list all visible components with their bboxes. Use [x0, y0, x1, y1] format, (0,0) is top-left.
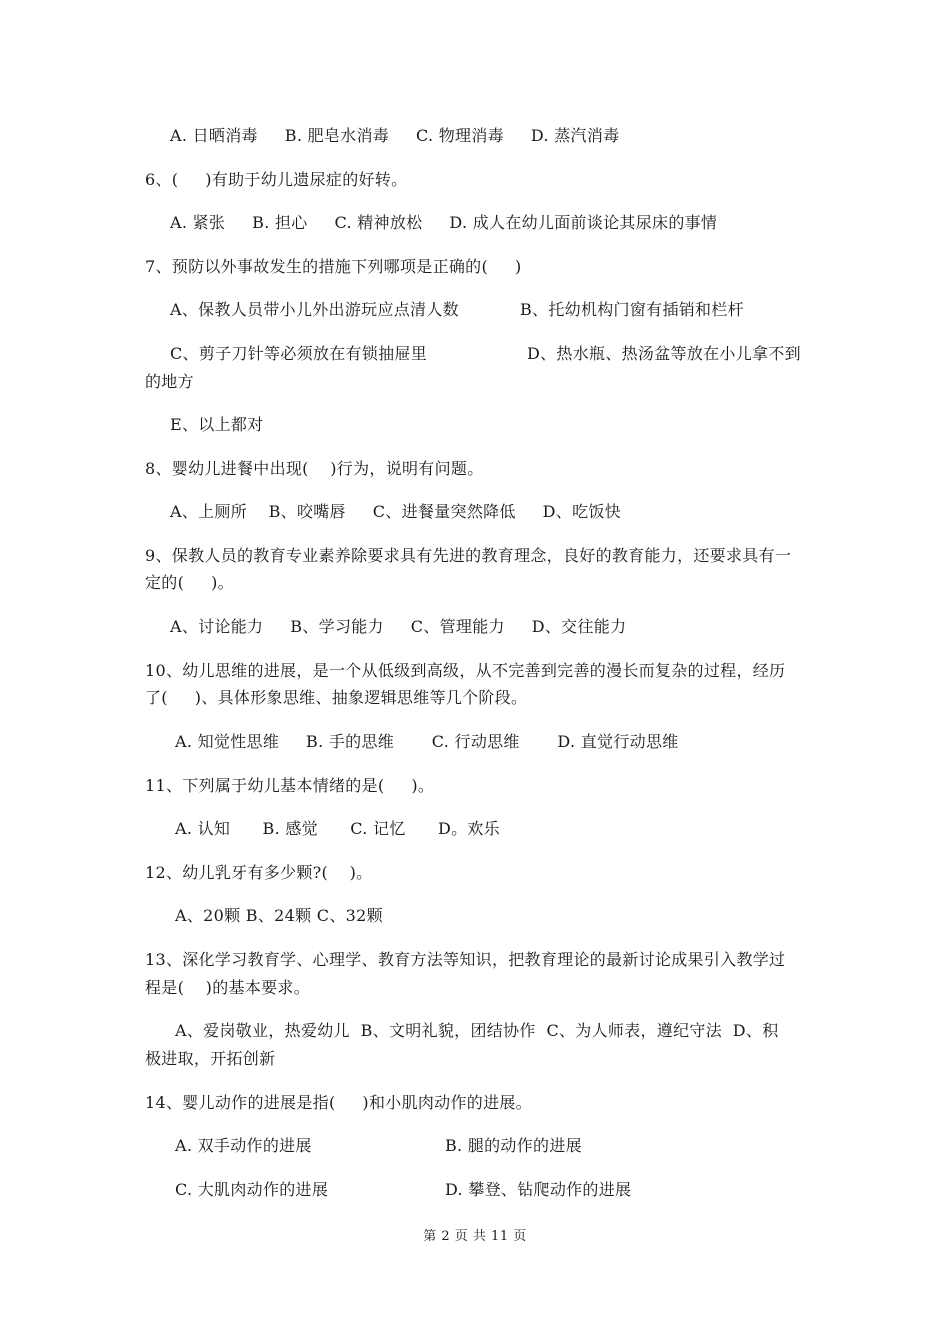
- q7-option-d-continued: 的地方: [145, 372, 194, 391]
- q13-stem-line1: 13、深化学习教育学、心理学、教育方法等知识，把教育理论的最新讨论成果引入教学过: [145, 950, 786, 969]
- q7-option-d: D、热水瓶、热汤盆等放在小儿拿不到: [527, 344, 801, 363]
- q14-option-b: B. 腿的动作的进展: [445, 1136, 582, 1155]
- q9-options: A、讨论能力 B、学习能力 C、管理能力 D、交往能力: [170, 617, 627, 636]
- q9-stem-line2: 定的( )。: [145, 573, 234, 592]
- q14-option-c: C. 大肌肉动作的进展: [175, 1180, 329, 1199]
- q14-stem: 14、婴儿动作的进展是指( )和小肌肉动作的进展。: [145, 1093, 532, 1112]
- q7-option-b: B、托幼机构门窗有插销和栏杆: [520, 300, 744, 319]
- q11-stem: 11、下列属于幼儿基本情绪的是( )。: [145, 776, 435, 795]
- q5-options: A. 日晒消毒 B. 肥皂水消毒 C. 物理消毒 D. 蒸汽消毒: [170, 126, 620, 145]
- q10-stem-line1: 10、幼儿思维的进展，是一个从低级到高级，从不完善到完善的漫长而复杂的过程，经历: [145, 661, 786, 680]
- q7-option-e: E、以上都对: [170, 415, 264, 434]
- q12-options: A、20颗 B、24颗 C、32颗: [175, 906, 383, 925]
- q6-options: A. 紧张 B. 担心 C. 精神放松 D. 成人在幼儿面前谈论其尿床的事情: [170, 213, 718, 232]
- q10-stem-line2: 了( )、具体形象思维、抽象逻辑思维等几个阶段。: [145, 688, 528, 707]
- q8-options: A、上厕所 B、咬嘴唇 C、进餐量突然降低 D、吃饭快: [170, 502, 621, 521]
- q7-stem: 7、预防以外事故发生的措施下列哪项是正确的( ): [145, 257, 522, 276]
- q11-options: A. 认知 B. 感觉 C. 记忆 D。欢乐: [175, 819, 500, 838]
- q14-option-a: A. 双手动作的进展: [175, 1136, 312, 1155]
- q7-option-c: C、剪子刀针等必须放在有锁抽屉里: [170, 344, 428, 363]
- q14-option-d: D. 攀登、钻爬动作的进展: [445, 1180, 632, 1199]
- page-footer: 第 2 页 共 11 页: [423, 1229, 527, 1244]
- q9-stem-line1: 9、保教人员的教育专业素养除要求具有先进的教育理念，良好的教育能力，还要求具有一: [145, 546, 792, 565]
- q10-options: A. 知觉性思维 B. 手的思维 C. 行动思维 D. 直觉行动思维: [175, 732, 679, 751]
- q12-stem: 12、幼儿乳牙有多少颗?( )。: [145, 863, 373, 882]
- q6-stem: 6、( )有助于幼儿遗尿症的好转。: [145, 170, 408, 189]
- q13-stem-line2: 程是( )的基本要求。: [145, 978, 311, 997]
- q7-option-a: A、保教人员带小儿外出游玩应点清人数: [170, 300, 459, 319]
- q13-options-line1: A、爱岗敬业，热爱幼儿 B、文明礼貌，团结协作 C、为人师表，遵纪守法 D、积: [175, 1021, 779, 1040]
- q13-options-line2: 极进取，开拓创新: [145, 1049, 276, 1068]
- q8-stem: 8、婴幼儿进餐中出现( )行为，说明有问题。: [145, 459, 484, 478]
